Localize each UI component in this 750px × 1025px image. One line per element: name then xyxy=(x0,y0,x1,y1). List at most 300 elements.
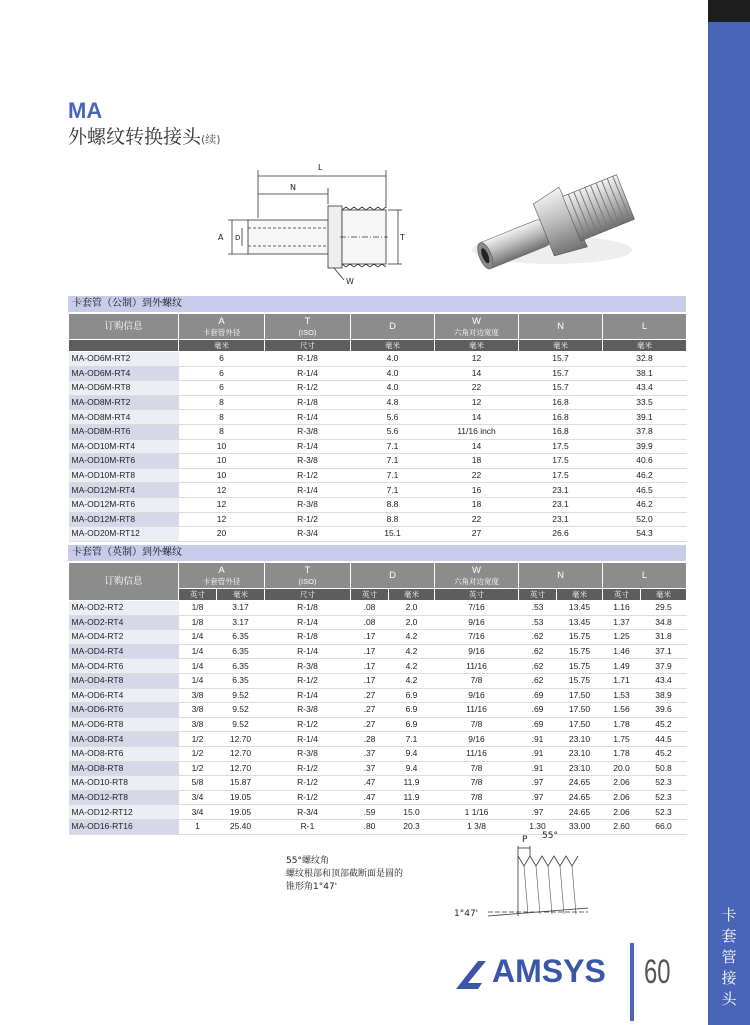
metric-unit: 毫米 xyxy=(435,340,519,352)
table-cell: .80 xyxy=(351,819,389,834)
order-code-cell: MA-OD4-RT8 xyxy=(69,673,179,688)
table-cell: 6 xyxy=(179,352,265,367)
table-cell: 16.8 xyxy=(519,395,603,410)
table-cell: 9.4 xyxy=(389,746,435,761)
thread-note: 55°螺纹角 螺纹根部和顶部截断面是圆的 锥形角1°47' xyxy=(286,856,404,892)
table-cell: 9.52 xyxy=(217,703,265,718)
table-cell: 24.65 xyxy=(557,805,603,820)
table-cell: .27 xyxy=(351,688,389,703)
table-row xyxy=(69,776,687,791)
table-cell: 12 xyxy=(179,483,265,498)
table-cell: 20.0 xyxy=(603,761,641,776)
table-row xyxy=(69,630,687,645)
table-cell: 46.2 xyxy=(603,497,687,512)
table-cell: 8.8 xyxy=(351,512,435,527)
imperial-col-code: 订购信息 xyxy=(69,563,179,601)
table-cell: 7.1 xyxy=(351,454,435,469)
table-row xyxy=(69,717,687,732)
table-cell: 6.35 xyxy=(217,659,265,674)
table-cell: 15.1 xyxy=(351,527,435,542)
imperial-unit: 英寸 xyxy=(351,589,389,601)
order-code-cell: MA-OD8-RT4 xyxy=(69,732,179,747)
table-cell: R-1/8 xyxy=(265,352,351,367)
table-cell: .53 xyxy=(519,615,557,630)
table-cell: 8.8 xyxy=(351,497,435,512)
table-cell: 13.45 xyxy=(557,615,603,630)
label-W: W xyxy=(346,277,354,286)
table-row xyxy=(69,381,687,396)
order-code-cell: MA-OD20M-RT12 xyxy=(69,527,179,542)
table-cell: 6.35 xyxy=(217,673,265,688)
order-code-cell: MA-OD6M-RT8 xyxy=(69,381,179,396)
order-code-cell: MA-OD12M-RT8 xyxy=(69,512,179,527)
table-cell: R-1/4 xyxy=(265,439,351,454)
table-cell: 1/2 xyxy=(179,761,217,776)
table-cell: .17 xyxy=(351,659,389,674)
table-cell: 52.3 xyxy=(641,776,687,791)
table-cell: R-1/2 xyxy=(265,512,351,527)
imperial-unit: 尺寸 xyxy=(265,589,351,601)
table-cell: 24.65 xyxy=(557,776,603,791)
table-row xyxy=(69,601,687,616)
table-row xyxy=(69,410,687,425)
label-55-deg: 55° xyxy=(542,831,558,841)
metric-col-W: W 六角对边宽度 xyxy=(435,314,519,340)
table-cell: 17.50 xyxy=(557,688,603,703)
table-row xyxy=(69,424,687,439)
table-cell: R-1/2 xyxy=(265,673,351,688)
table-cell: 43.4 xyxy=(641,673,687,688)
table-row xyxy=(69,395,687,410)
imperial-unit: 英寸 xyxy=(179,589,217,601)
metric-col-T: T (ISO) xyxy=(265,314,351,340)
thread-profile-diagram xyxy=(448,826,598,926)
table-cell: R-3/4 xyxy=(265,527,351,542)
order-code-cell: MA-OD8-RT6 xyxy=(69,746,179,761)
table-cell: 5.6 xyxy=(351,424,435,439)
table-cell: .27 xyxy=(351,703,389,718)
table-cell: .62 xyxy=(519,630,557,645)
order-code-cell: MA-OD12-RT12 xyxy=(69,805,179,820)
table-cell: R-1/2 xyxy=(265,776,351,791)
side-tab-label: 卡 套 管 接 头 xyxy=(721,906,737,1008)
table-row xyxy=(69,454,687,469)
table-cell: R-3/8 xyxy=(265,703,351,718)
table-cell: 25.40 xyxy=(217,819,265,834)
table-cell: 1 1/16 xyxy=(435,805,519,820)
table-row xyxy=(69,790,687,805)
table-cell: 9/16 xyxy=(435,615,519,630)
table-cell: 7.1 xyxy=(351,483,435,498)
table-cell: 23.10 xyxy=(557,732,603,747)
table-cell: .91 xyxy=(519,746,557,761)
table-cell: 27 xyxy=(435,527,519,542)
page-title: 外螺纹转换接头(续) xyxy=(68,126,221,148)
table-cell: 1.71 xyxy=(603,673,641,688)
table-cell: 1.78 xyxy=(603,746,641,761)
table-cell: .53 xyxy=(519,601,557,616)
table-cell: 17.5 xyxy=(519,468,603,483)
table-cell: 22 xyxy=(435,381,519,396)
table-cell: .62 xyxy=(519,644,557,659)
table-cell: 7/8 xyxy=(435,790,519,805)
table-cell: .97 xyxy=(519,776,557,791)
table-cell: R-1/4 xyxy=(265,732,351,747)
table-cell: 3.17 xyxy=(217,615,265,630)
table-cell: 2.06 xyxy=(603,805,641,820)
table-cell: 1.16 xyxy=(603,601,641,616)
dimension-drawing xyxy=(210,158,420,286)
table-cell: R-1/4 xyxy=(265,615,351,630)
metric-unit: 尺寸 xyxy=(265,340,351,352)
imperial-table xyxy=(68,562,687,835)
table-cell: 54.3 xyxy=(603,527,687,542)
table-row xyxy=(69,688,687,703)
table-cell: .97 xyxy=(519,805,557,820)
metric-col-D: D xyxy=(351,314,435,340)
table-cell: 17.5 xyxy=(519,439,603,454)
table-cell: 39.6 xyxy=(641,703,687,718)
side-rail-top-block xyxy=(708,0,750,22)
table-cell: 1/4 xyxy=(179,630,217,645)
order-code-cell: MA-OD8M-RT2 xyxy=(69,395,179,410)
imperial-unit: 毫米 xyxy=(641,589,687,601)
table-cell: .69 xyxy=(519,688,557,703)
metric-col-code: 订购信息 xyxy=(69,314,179,340)
table-cell: 6 xyxy=(179,381,265,396)
order-code-cell: MA-OD6M-RT4 xyxy=(69,366,179,381)
table-cell: 1.75 xyxy=(603,732,641,747)
metric-unit: 毫米 xyxy=(351,340,435,352)
table-cell: 4.2 xyxy=(389,659,435,674)
table-cell: 26.6 xyxy=(519,527,603,542)
table-cell: 46.5 xyxy=(603,483,687,498)
table-cell: 11/16 xyxy=(435,746,519,761)
table-cell: 10 xyxy=(179,439,265,454)
table-cell: 12 xyxy=(435,395,519,410)
table-cell: 16 xyxy=(435,483,519,498)
table-cell: 39.1 xyxy=(603,410,687,425)
table-cell: .28 xyxy=(351,732,389,747)
table-row xyxy=(69,483,687,498)
order-code-cell: MA-OD12M-RT4 xyxy=(69,483,179,498)
table-cell: 38.9 xyxy=(641,688,687,703)
table-cell: 5.6 xyxy=(351,410,435,425)
table-cell: 18 xyxy=(435,454,519,469)
table-cell: .37 xyxy=(351,761,389,776)
table-cell: R-1/2 xyxy=(265,790,351,805)
order-code-cell: MA-OD6-RT8 xyxy=(69,717,179,732)
table-row xyxy=(69,761,687,776)
table-cell: R-1/8 xyxy=(265,395,351,410)
metric-unit: 毫米 xyxy=(603,340,687,352)
table-cell: 1.53 xyxy=(603,688,641,703)
order-code-cell: MA-OD10M-RT6 xyxy=(69,454,179,469)
table-cell: R-1/2 xyxy=(265,381,351,396)
table-cell: 32.8 xyxy=(603,352,687,367)
imperial-unit: 英寸 xyxy=(435,589,519,601)
table-cell: 16.8 xyxy=(519,424,603,439)
table-cell: .69 xyxy=(519,717,557,732)
table-cell: R-1/4 xyxy=(265,644,351,659)
table-cell: 6.9 xyxy=(389,688,435,703)
table-cell: 4.2 xyxy=(389,673,435,688)
imperial-col-T: T (ISO) xyxy=(265,563,351,589)
table-cell: 1.46 xyxy=(603,644,641,659)
table-cell: 31.8 xyxy=(641,630,687,645)
table-cell: 7/8 xyxy=(435,673,519,688)
table-cell: .62 xyxy=(519,659,557,674)
table-row xyxy=(69,527,687,542)
table-cell: 33.5 xyxy=(603,395,687,410)
table-cell: R-1/2 xyxy=(265,717,351,732)
label-T: T xyxy=(400,233,405,242)
metric-unit: 毫米 xyxy=(519,340,603,352)
footer-divider xyxy=(630,943,634,1021)
imperial-unit: 英寸 xyxy=(519,589,557,601)
table-cell: R-3/8 xyxy=(265,424,351,439)
table-cell: 8 xyxy=(179,410,265,425)
table-cell: 2.0 xyxy=(389,601,435,616)
table-cell: 15.7 xyxy=(519,366,603,381)
table-cell: 17.50 xyxy=(557,703,603,718)
table-cell: R-3/8 xyxy=(265,454,351,469)
table-cell: 4.0 xyxy=(351,381,435,396)
order-code-cell: MA-OD8M-RT6 xyxy=(69,424,179,439)
table-cell: 2.06 xyxy=(603,776,641,791)
imperial-col-N: N xyxy=(519,563,603,589)
order-code-cell: MA-OD16-RT16 xyxy=(69,819,179,834)
table-cell: 2.0 xyxy=(389,615,435,630)
table-cell: 1/4 xyxy=(179,673,217,688)
metric-col-N: N xyxy=(519,314,603,340)
table-cell: R-3/8 xyxy=(265,746,351,761)
table-cell: R-1/4 xyxy=(265,483,351,498)
page-number: 60 xyxy=(644,953,671,991)
table-cell: R-1/4 xyxy=(265,410,351,425)
label-N: N xyxy=(290,183,296,192)
table-cell: 20 xyxy=(179,527,265,542)
table-cell: 15.75 xyxy=(557,630,603,645)
table-cell: 38.1 xyxy=(603,366,687,381)
order-code-cell: MA-OD4-RT6 xyxy=(69,659,179,674)
table-cell: 7/16 xyxy=(435,601,519,616)
order-code-cell: MA-OD8M-RT4 xyxy=(69,410,179,425)
table-row xyxy=(69,746,687,761)
table-cell: .08 xyxy=(351,601,389,616)
table-row xyxy=(69,805,687,820)
table-cell: 52.3 xyxy=(641,805,687,820)
table-cell: 11/16 xyxy=(435,659,519,674)
table-cell: 7.1 xyxy=(351,439,435,454)
table-cell: .17 xyxy=(351,644,389,659)
table-cell: 50.8 xyxy=(641,761,687,776)
table-cell: 10 xyxy=(179,468,265,483)
imperial-unit: 毫米 xyxy=(389,589,435,601)
table-cell: 15.75 xyxy=(557,673,603,688)
order-code-cell: MA-OD6-RT6 xyxy=(69,703,179,718)
table-cell: 16.8 xyxy=(519,410,603,425)
table-cell: 3/4 xyxy=(179,790,217,805)
table-cell: 44.5 xyxy=(641,732,687,747)
table-cell: .91 xyxy=(519,732,557,747)
table-cell: 11.9 xyxy=(389,776,435,791)
table-cell: 23.1 xyxy=(519,512,603,527)
table-cell: 6.9 xyxy=(389,717,435,732)
side-rail xyxy=(708,0,750,1025)
table-row xyxy=(69,673,687,688)
table-cell: 4.2 xyxy=(389,630,435,645)
table-cell: .37 xyxy=(351,746,389,761)
order-code-cell: MA-OD12-RT8 xyxy=(69,790,179,805)
table-cell: 23.10 xyxy=(557,761,603,776)
table-cell: 8 xyxy=(179,395,265,410)
table-cell: .97 xyxy=(519,790,557,805)
table-cell: .08 xyxy=(351,615,389,630)
imperial-unit: 毫米 xyxy=(217,589,265,601)
model-code: MA xyxy=(68,98,103,123)
order-code-cell: MA-OD2-RT2 xyxy=(69,601,179,616)
table-cell: .69 xyxy=(519,703,557,718)
table-cell: 14 xyxy=(435,410,519,425)
table-cell: 14 xyxy=(435,366,519,381)
table-cell: R-1/8 xyxy=(265,601,351,616)
product-photo xyxy=(462,158,640,276)
table-cell: 39.9 xyxy=(603,439,687,454)
table-cell: 7/8 xyxy=(435,717,519,732)
table-cell: 1/8 xyxy=(179,601,217,616)
table-cell: 12.70 xyxy=(217,761,265,776)
table-cell: 11/16 inch xyxy=(435,424,519,439)
table-cell: 23.1 xyxy=(519,483,603,498)
table-cell: 12 xyxy=(179,497,265,512)
table-cell: 1.30 xyxy=(519,819,557,834)
table-cell: 23.1 xyxy=(519,497,603,512)
table-cell: 11/16 xyxy=(435,703,519,718)
table-cell: .59 xyxy=(351,805,389,820)
table-cell: 7/16 xyxy=(435,630,519,645)
table-cell: 3/8 xyxy=(179,703,217,718)
order-code-cell: MA-OD2-RT4 xyxy=(69,615,179,630)
table-cell: 5/8 xyxy=(179,776,217,791)
table-row xyxy=(69,732,687,747)
table-cell: 4.2 xyxy=(389,644,435,659)
table-cell: R-1 xyxy=(265,819,351,834)
table-cell: 8 xyxy=(179,424,265,439)
table-cell: 6 xyxy=(179,366,265,381)
table-cell: 12 xyxy=(179,512,265,527)
table-cell: 1.56 xyxy=(603,703,641,718)
table-cell: 18 xyxy=(435,497,519,512)
title-note: (续) xyxy=(201,133,221,146)
table-cell: 9/16 xyxy=(435,732,519,747)
table-row xyxy=(69,703,687,718)
table-cell: R-1/8 xyxy=(265,630,351,645)
table-cell: 1/4 xyxy=(179,659,217,674)
imperial-col-A: A 卡套管外径 xyxy=(179,563,265,589)
imperial-col-W: W 六角对边宽度 xyxy=(435,563,519,589)
table-cell: 1.25 xyxy=(603,630,641,645)
table-cell: 29.5 xyxy=(641,601,687,616)
label-L: L xyxy=(318,163,323,172)
table-cell: 7/8 xyxy=(435,776,519,791)
table-cell: .47 xyxy=(351,776,389,791)
table-cell: 6.35 xyxy=(217,644,265,659)
table-cell: 52.0 xyxy=(603,512,687,527)
order-code-cell: MA-OD6M-RT2 xyxy=(69,352,179,367)
table-cell: .17 xyxy=(351,630,389,645)
table-cell: 7.1 xyxy=(351,468,435,483)
table-cell: 1.78 xyxy=(603,717,641,732)
table-cell: 22 xyxy=(435,468,519,483)
table-cell: 15.75 xyxy=(557,644,603,659)
metric-unit: 毫米 xyxy=(179,340,265,352)
order-code-cell: MA-OD4-RT2 xyxy=(69,630,179,645)
metric-col-L: L xyxy=(603,314,687,340)
table-row xyxy=(69,366,687,381)
order-code-cell: MA-OD10M-RT4 xyxy=(69,439,179,454)
table-cell: 33.00 xyxy=(557,819,603,834)
table-row xyxy=(69,615,687,630)
table-cell: 1/4 xyxy=(179,644,217,659)
table-cell: 4.8 xyxy=(351,395,435,410)
table-cell: 1 xyxy=(179,819,217,834)
table-cell: 2.60 xyxy=(603,819,641,834)
imperial-col-L: L xyxy=(603,563,687,589)
table-cell: 9.4 xyxy=(389,761,435,776)
table-cell: 37.1 xyxy=(641,644,687,659)
table-cell: .17 xyxy=(351,673,389,688)
table-cell: 34.8 xyxy=(641,615,687,630)
order-code-cell: MA-OD6-RT4 xyxy=(69,688,179,703)
table-cell: 1.37 xyxy=(603,615,641,630)
table-cell: .62 xyxy=(519,673,557,688)
table-cell: 1 3/8 xyxy=(435,819,519,834)
label-D: D xyxy=(235,234,241,242)
table-cell: 15.87 xyxy=(217,776,265,791)
table-cell: 4.0 xyxy=(351,352,435,367)
table-cell: 22 xyxy=(435,512,519,527)
table-cell: R-3/8 xyxy=(265,497,351,512)
table-cell: 45.2 xyxy=(641,717,687,732)
table-cell: 66.0 xyxy=(641,819,687,834)
table-cell: 1.49 xyxy=(603,659,641,674)
table-cell: 12 xyxy=(435,352,519,367)
table-cell: 15.75 xyxy=(557,659,603,674)
table-row xyxy=(69,352,687,367)
table-cell: 15.7 xyxy=(519,381,603,396)
table-cell: 37.8 xyxy=(603,424,687,439)
label-P: P xyxy=(522,835,528,845)
table-cell: 6.35 xyxy=(217,630,265,645)
table-cell: 20.3 xyxy=(389,819,435,834)
table-cell: 15.0 xyxy=(389,805,435,820)
table-cell: R-1/2 xyxy=(265,468,351,483)
order-code-cell: MA-OD10M-RT8 xyxy=(69,468,179,483)
order-code-cell: MA-OD10-RT8 xyxy=(69,776,179,791)
table-row xyxy=(69,468,687,483)
table-cell: 1/8 xyxy=(179,615,217,630)
table-cell: 9/16 xyxy=(435,644,519,659)
order-code-cell: MA-OD4-RT4 xyxy=(69,644,179,659)
table-cell: R-3/4 xyxy=(265,805,351,820)
table-cell: 12.70 xyxy=(217,746,265,761)
table-cell: R-1/4 xyxy=(265,366,351,381)
table-cell: 19.05 xyxy=(217,805,265,820)
table-cell: 9.52 xyxy=(217,717,265,732)
table-row xyxy=(69,644,687,659)
table-cell: 40.6 xyxy=(603,454,687,469)
